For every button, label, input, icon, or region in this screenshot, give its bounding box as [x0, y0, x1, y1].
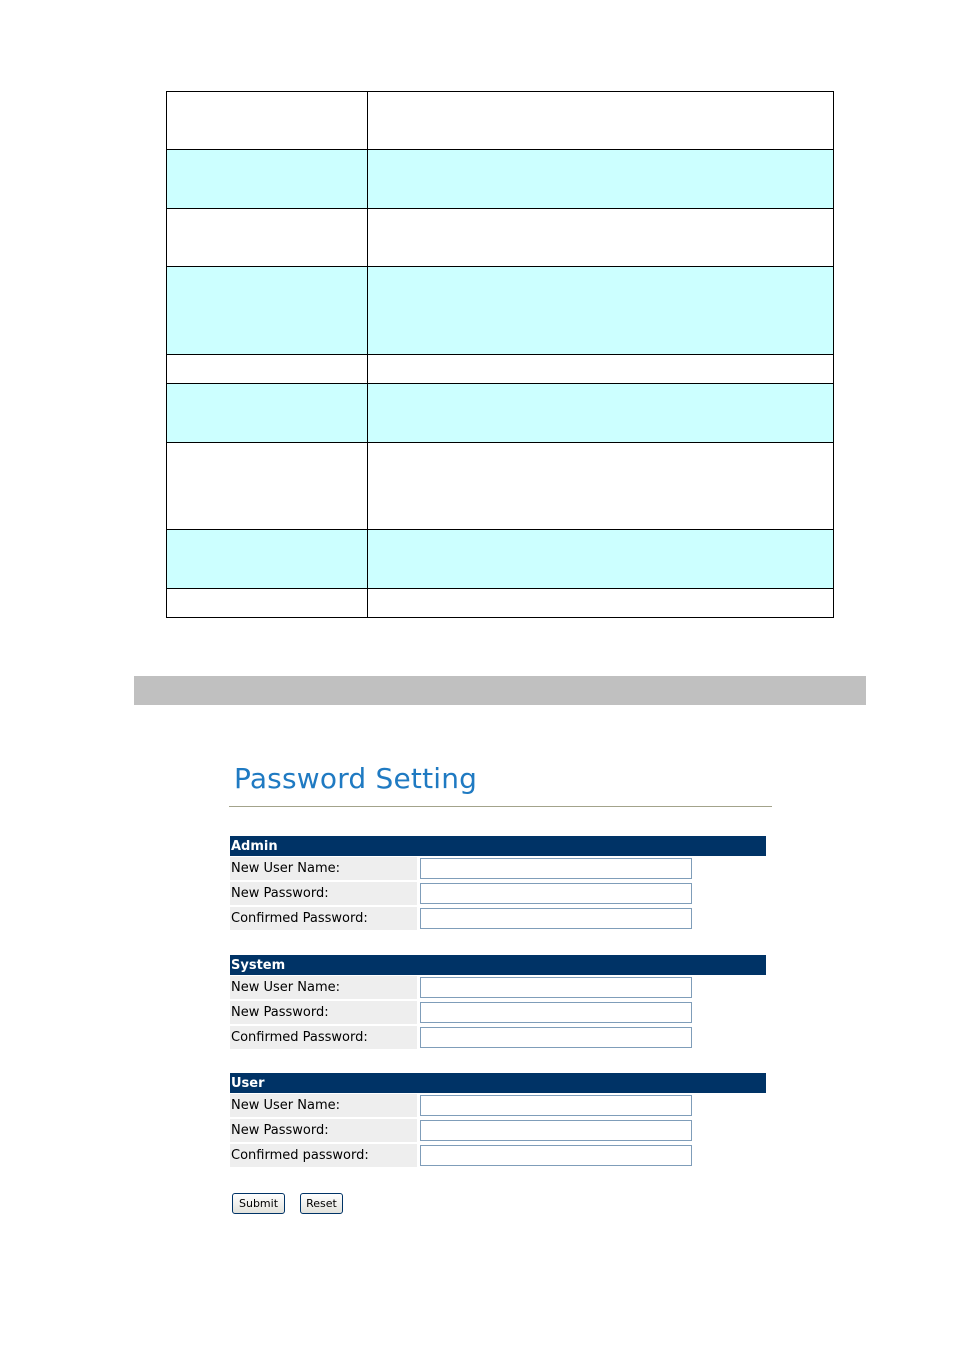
field-label: Confirmed password: [230, 1144, 417, 1167]
field-label: New Password: [230, 882, 417, 905]
admin-section [230, 836, 766, 931]
table-cell [167, 384, 368, 443]
section-header-user: User [230, 1073, 766, 1093]
table-cell [167, 209, 368, 267]
field-label: New User Name: [230, 976, 417, 999]
table-cell [368, 589, 834, 618]
table-row [167, 589, 834, 618]
page-title: Password Setting [234, 762, 478, 795]
table-cell [368, 209, 834, 267]
table-cell [368, 443, 834, 530]
section-header-admin: Admin [230, 836, 766, 856]
field-label: Confirmed Password: [230, 907, 417, 930]
user-confirm-password-input[interactable] [420, 1145, 692, 1166]
table-cell [167, 267, 368, 355]
admin-username-input[interactable] [420, 858, 692, 879]
table-row [167, 150, 834, 209]
user-username-input[interactable] [420, 1095, 692, 1116]
form-row-user-confirm [230, 1143, 766, 1168]
form-row-system-password [230, 1000, 766, 1025]
system-section [230, 955, 766, 1050]
table-cell [368, 92, 834, 150]
system-password-input[interactable] [420, 1002, 692, 1023]
form-row-system-confirm [230, 1025, 766, 1050]
table-row [167, 530, 834, 589]
table-cell [368, 530, 834, 589]
user-section [230, 1073, 766, 1168]
admin-password-input[interactable] [420, 883, 692, 904]
table-row [167, 92, 834, 150]
table-row [167, 443, 834, 530]
reset-button[interactable]: Reset [300, 1193, 343, 1214]
table-cell [368, 267, 834, 355]
table-cell [167, 530, 368, 589]
table-row [167, 209, 834, 267]
form-row-admin-username [230, 856, 766, 881]
user-password-input[interactable] [420, 1120, 692, 1141]
title-divider [229, 806, 772, 807]
system-confirm-password-input[interactable] [420, 1027, 692, 1048]
section-divider-bar [134, 676, 866, 705]
table-cell [167, 92, 368, 150]
form-row-user-username [230, 1093, 766, 1118]
form-row-admin-confirm [230, 906, 766, 931]
document-table [166, 91, 834, 618]
system-username-input[interactable] [420, 977, 692, 998]
table-cell [368, 355, 834, 384]
field-label: New Password: [230, 1119, 417, 1142]
section-header-system: System [230, 955, 766, 975]
table-cell [167, 589, 368, 618]
submit-button[interactable]: Submit [232, 1193, 285, 1214]
table-row [167, 355, 834, 384]
field-label: New Password: [230, 1001, 417, 1024]
form-row-user-password [230, 1118, 766, 1143]
table-row [167, 267, 834, 355]
table-cell [368, 384, 834, 443]
form-row-system-username [230, 975, 766, 1000]
admin-confirm-password-input[interactable] [420, 908, 692, 929]
field-label: New User Name: [230, 1094, 417, 1117]
table-row [167, 384, 834, 443]
table-cell [167, 355, 368, 384]
field-label: New User Name: [230, 857, 417, 880]
table-cell [368, 150, 834, 209]
form-row-admin-password [230, 881, 766, 906]
field-label: Confirmed Password: [230, 1026, 417, 1049]
table-cell [167, 150, 368, 209]
table-cell [167, 443, 368, 530]
